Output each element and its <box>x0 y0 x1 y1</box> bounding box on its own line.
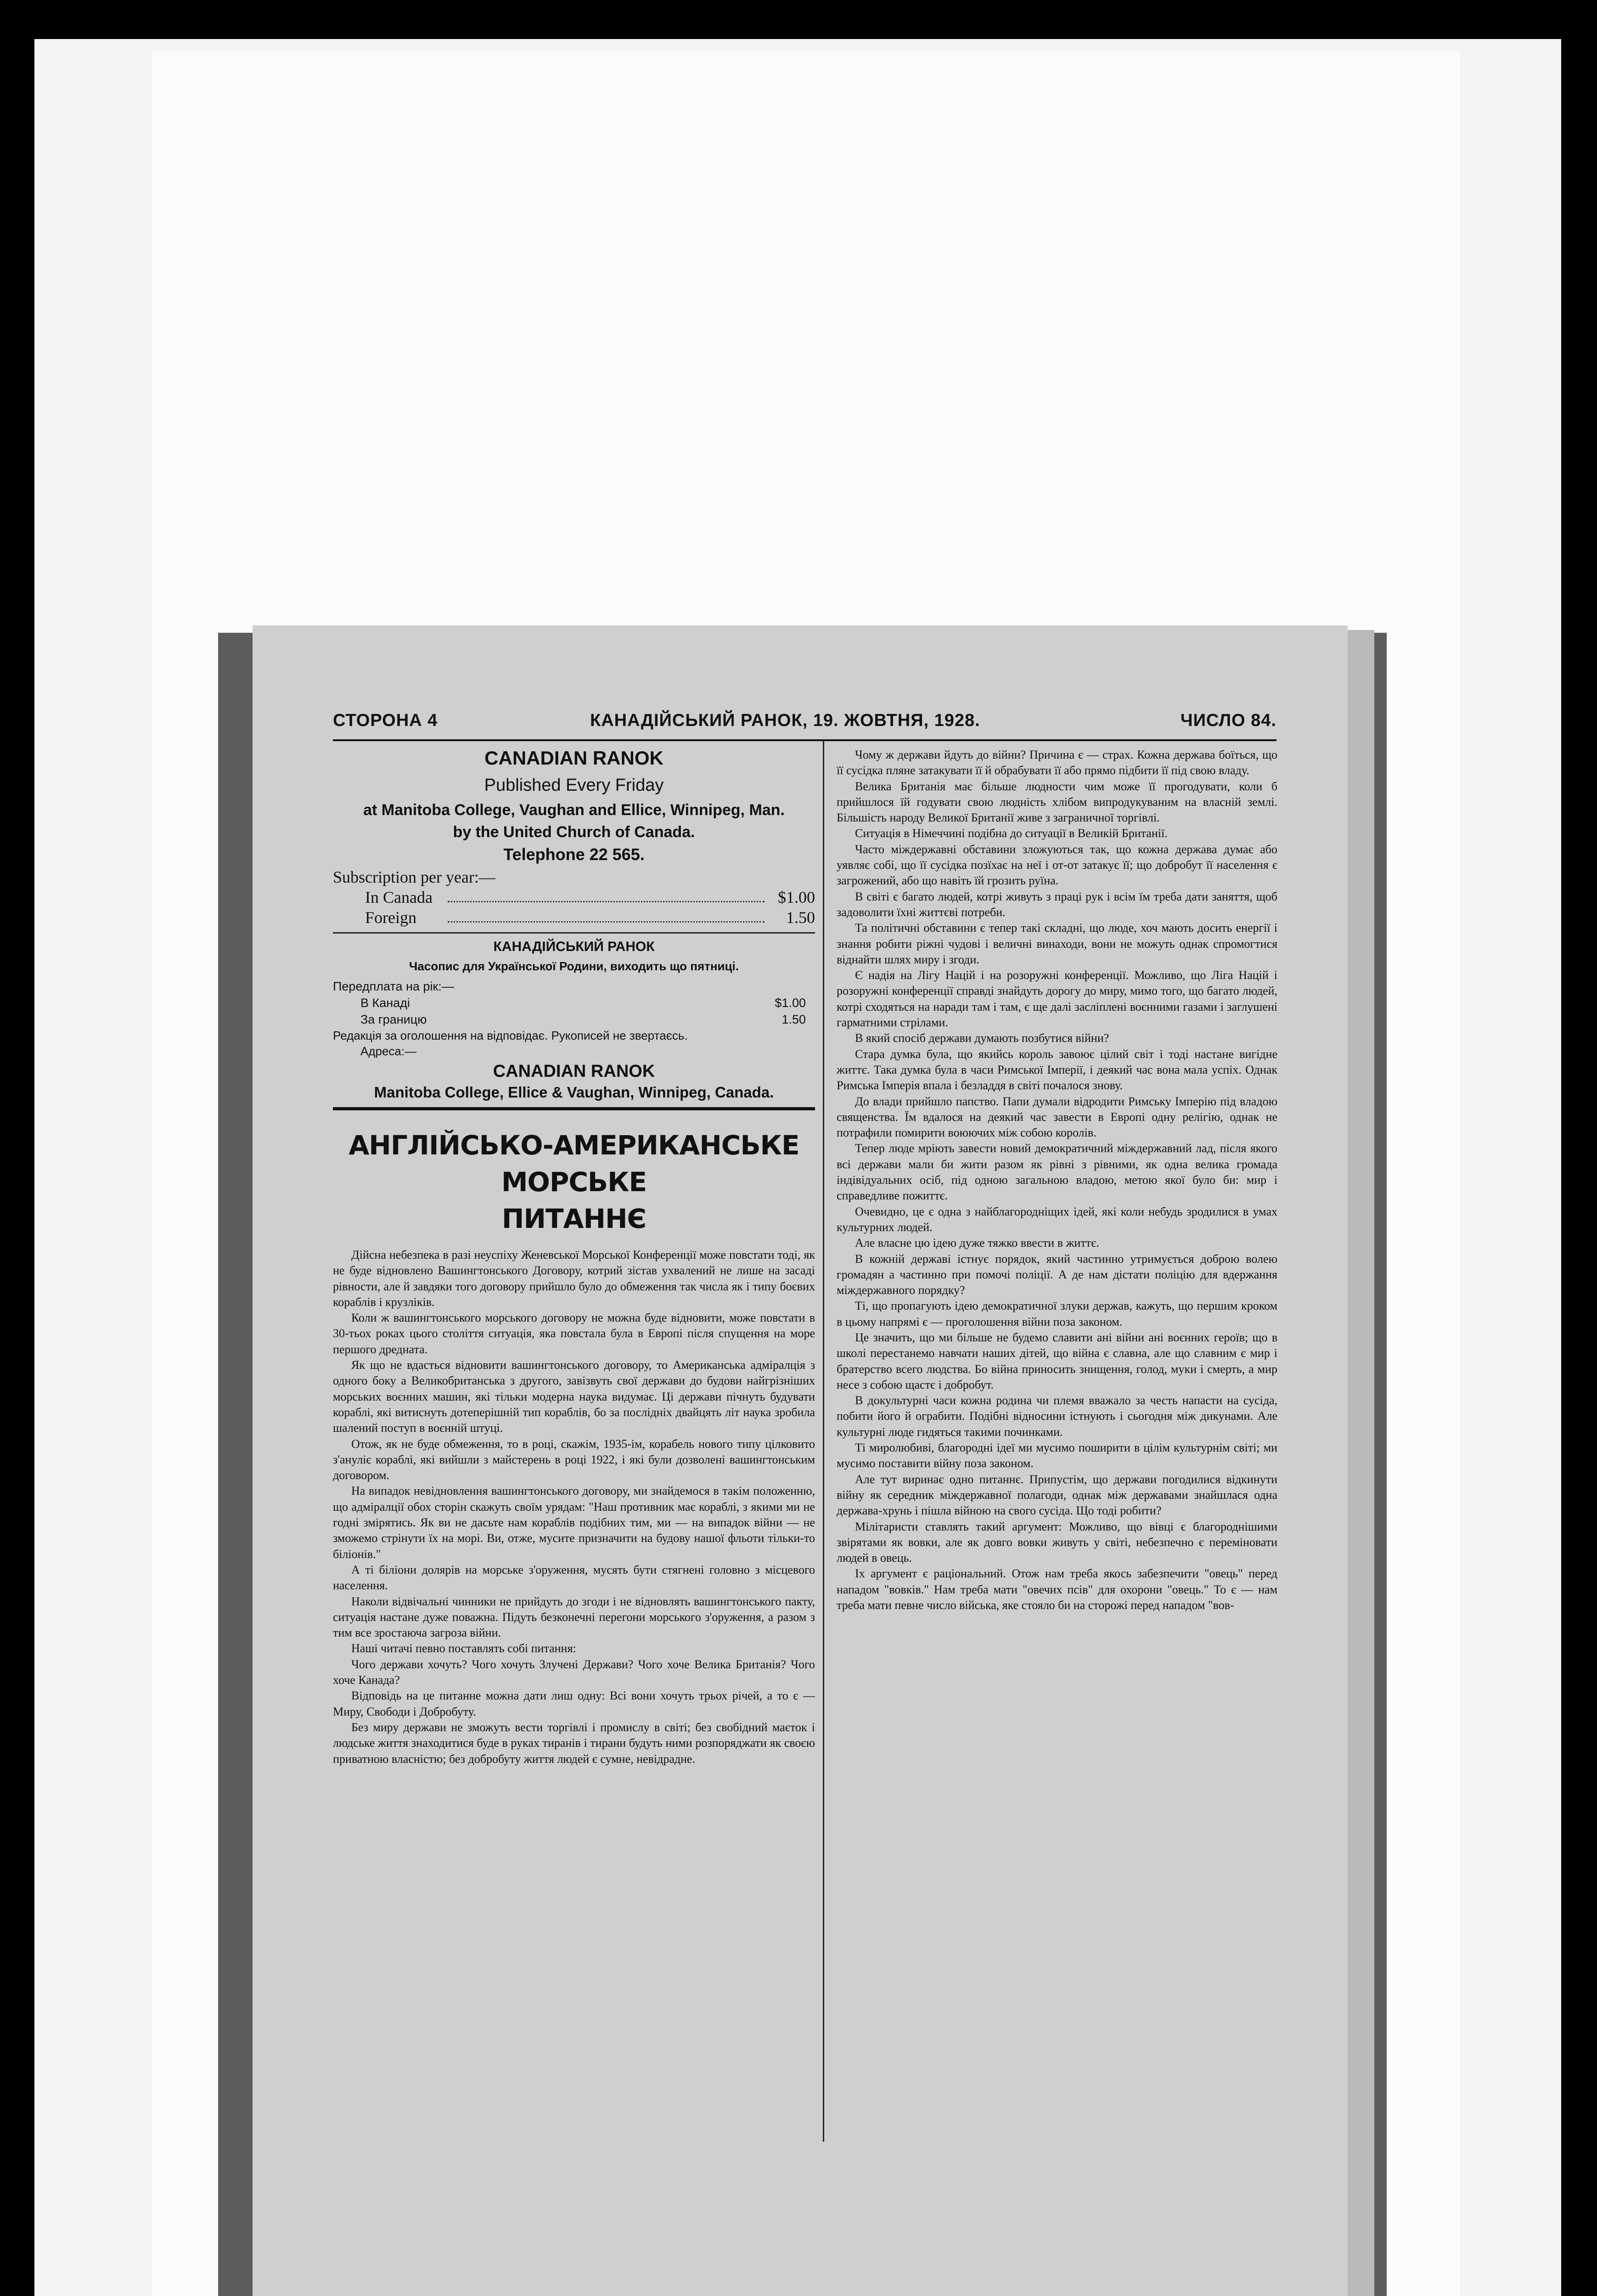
article-paragraph: Ситуація в Німеччині подібна до ситуації в Великій Британії. <box>855 827 1168 840</box>
article-paragraph: Отож, як не буде обмеження, то в році, скажім, 1935-ім, корабель нового типу цілковито з'ануліє кораблі, які вийшли з майстерень в році 1922, і які були дозволені вашингтонським договором. <box>333 1437 815 1482</box>
masthead-telephone: Telephone 22 565. <box>503 845 645 864</box>
masthead-ua-subtitle: Часопис для Української Родини, виходить що пятниці. <box>409 959 739 973</box>
article-paragraph: Стара думка була, що якийсь король завоює цілий світ і тоді настане вигідне життє. Така думка була в часи Римської Імперії, і деякий час вона мала успіх. Однак Римська Імперія впала і безладдя в світі почалося знову. <box>837 1047 1277 1092</box>
article-paragraph: Це значить, що ми більше не будемо славити ані війни ані воєнних героїв; що в школі перестанемо навчати наших дітей, що війна є славна, але що славним є мир і братерство всего людства. Бо війна приносить знищення, голод, муки і смерть, а мир несе з собою щастє і добробут. <box>837 1330 1277 1391</box>
ua-foreign-label: За границю <box>360 1013 427 1026</box>
article-paragraph: Тепер люде мріють завести новий демократичний міждержавний лад, після якого всі держави мали би жити разом як рівні з рівними, як одна велика громада індівідуальних осіб, під одною загальною владою, метою якої було би: мир і справедливе пожиттє. <box>837 1142 1277 1203</box>
article-paragraph: Коли ж вашингтонського морського договору не можна буде відновити, може повстати в 30-тьох роках цього століття ситуація, яка повстала була в Европі після спущення на море першого дредната. <box>333 1311 815 1356</box>
paper-date-line: КАНАДІЙСЬКИЙ РАНОК, 19. ЖОВТНЯ, 1928. <box>590 711 980 730</box>
article-paragraph: Ті, що пропагують ідею демократичної злуки держав, кажуть, що першим кроком в цьому напрямі є — проголошення війни поза законом. <box>837 1299 1277 1328</box>
newspaper-page <box>253 625 1348 2296</box>
article-paragraph: Але власне цю ідею дуже тяжко ввести в життє. <box>855 1236 1099 1250</box>
article-paragraph: Та політичні обставини є тепер такі складні, що люде, хоч мають досить енергії і знання робити ріжні чудові і величні винаходи, вони не можуть однак спромогтися віднайти шлях миру і згоди. <box>837 921 1277 966</box>
masthead-address-1: at Manitoba College, Vaughan and Ellice, Winnipeg, Man. <box>363 801 785 819</box>
article-paragraph: Відповідь на це питанне можна дати лиш одну: Всі вони хочуть трьох річей, а то є — Миру, Свободи і Добробуту. <box>333 1689 815 1718</box>
article-paragraph: В докультурні часи кожна родина чи племя вважало за честь напасти на сусіда, побити його й ограбити. Подібні відносини істнують і сьогодня між дикунами. Але культурні люде гидяться такими починками. <box>837 1394 1277 1439</box>
article-paragraph: Чого держави хочуть? Чого хочуть Злучені Держави? Чого хоче Велика Британія? Чого хоче Канада? <box>333 1657 815 1687</box>
article-paragraph: Без миру держави не зможуть вести торгівлі і промислу в світі; без свобідний маєток і людське життя знаходитися буде в руках тиранів і тирани будуть ними розпоряджати як своєю приватною власністю; без добробуту життя людей є сумне, невідрадне. <box>333 1720 815 1766</box>
ua-canada-label: В Канаді <box>360 996 410 1010</box>
subscription-english <box>333 867 815 928</box>
article-paragraph: А ті біліони долярів на морське з'оруження, мусять бути стягнені головно з місцевого населення. <box>333 1563 815 1593</box>
article-paragraph: Мілітаристи ставлять такий аргумент: Можливо, що вівці є благороднішими звірятами як вовки, але як довго вовки живуть у світі, небезпечно є переміновати людей в овець. <box>837 1519 1277 1565</box>
article-paragraph: Часто міждержавні обставини зложуються так, що кожна держава думає або уявляє собі, що її сусідка позїхає на неї і от-от затакує її; що добробут її населення є загрожений, або що навіть їй грозить руїна. <box>837 842 1277 888</box>
masthead-subtitle: Published Every Friday <box>484 776 664 795</box>
article-paragraph: Наші читачі певно поставлять собі питання: <box>351 1642 576 1655</box>
article-paragraph: Іх аргумент є раціональний. Отож нам треба якось забезпечити "овець" перед нападом "вовків." Нам треба мати "овечих псів" для охорони "овець." То є — нам треба мати певне число війська, яке стояло би на сторожі перед нападом "вов- <box>837 1567 1277 1612</box>
headline-line-2: ПИТАННЄ <box>501 1203 647 1234</box>
article-paragraph: До влади прийшло папство. Папи думали відродити Римську Імперію під владою священства. Їм вдалося на деякий час завести в Европі одну релігію, однак не потрафили помирити воюючих між собою королів. <box>837 1094 1277 1140</box>
ua-foreign-price: 1.50 <box>782 1013 806 1026</box>
masthead-title: CANADIAN RANOK <box>484 747 664 769</box>
headline-line-1: АНГЛІЙСЬКО-АМЕРИКАНСЬКЕ МОРСЬКЕ <box>349 1130 799 1198</box>
article-headline <box>333 1127 815 1237</box>
masthead-english <box>333 747 815 864</box>
page-edge <box>1348 630 1374 2296</box>
article-paragraph: В який спосіб держави думають позбутися війни? <box>855 1031 1109 1045</box>
article-paragraph: Дійсна небезпека в разі неуспіху Женевської Морської Конференції може повстати тоді, як не буде відновлено Вашингтонського Договору, котрий зістав ухвалений не лише на засаді рівности, але й завдяки того договору прийшло було до обмеження так числа як і типу боєвих кораблів і крузліків. <box>333 1248 815 1309</box>
column-rule <box>823 741 824 2142</box>
article-paragraph: В кожній державі істнує порядок, який частинно утримується доброю волею громадян а частинно при помочі поліції. А де нам дістати поліцію для вдержання міждержавного порядку? <box>837 1252 1277 1297</box>
masthead-bottom-rule <box>333 1107 815 1110</box>
article-body-right <box>837 747 1277 1613</box>
page-number: СТОРОНА 4 <box>333 711 438 730</box>
leader-dots <box>448 901 765 902</box>
divider-rule <box>333 932 815 934</box>
address-title: CANADIAN RANOK <box>493 1062 655 1081</box>
editorial-note: Редакція за оголошення на відповідає. Рукописей не звертаєсь. <box>333 1029 688 1042</box>
masthead-ua-title: КАНАДІЙСЬКИЙ РАНОК <box>493 939 655 954</box>
article-paragraph: Як що не вдасться відновити вашингтонського договору, то Американська адміралція з одного боку а Великобританська з другого, завізвуть свої держави до будови найгрізніших морських воєнних машин, які тільки модерна наука видумає. Ці держави пічнуть будувати кораблі, які витиснуть дотеперішній тип кораблів, бо за послідніх двайцять літ наука зробила шалений поступ в воєнній штуці. <box>333 1358 815 1435</box>
address-line: Manitoba College, Ellice & Vaughan, Winnipeg, Canada. <box>374 1084 774 1101</box>
article-paragraph: Чому ж держави йдуть до війни? Причина є — страх. Кожна держава боїться, що її сусідка пляне затакувати її й обрабувати її або прямо підбити її під свою владу. <box>837 748 1277 777</box>
right-column <box>837 747 1277 1613</box>
ua-subscription-label: Передплата на рік:— <box>333 979 454 993</box>
subscription-label: Subscription per year:— <box>333 868 495 886</box>
foreign-price: 1.50 <box>786 908 815 927</box>
left-column <box>333 747 815 1767</box>
article-body-left <box>333 1247 815 1767</box>
foreign-label: Foreign <box>365 908 416 927</box>
article-paragraph: Велика Британія має більше людности чим може її прогодувати, коли б прийшлося їй годувати свою людність хлібом випродукуваним на власній землі. Більшість народу Великої Британії живе з заграничної торгівлі. <box>837 779 1277 825</box>
article-paragraph: Наколи відвічальні чинники не прийдуть до згоди і не відновлять вашингтонського пакту, ситуація настане дуже поважна. Підуть безконечні перегони морського з'оруження, а разом з тим все зростаюча загроза війни. <box>333 1594 815 1640</box>
canada-label: In Canada <box>365 888 433 906</box>
masthead-ukrainian <box>333 939 815 1102</box>
article-paragraph: Є надія на Лігу Націй і на розоружні конференції. Можливо, що Ліга Націй і розоружні конференції справді знайдуть дорогу до миру, мимо того, що багато людей, котрі сходяться на наради там і там, є ще далі засліплені воєнними газами і заглушені гарматними стрілами. <box>837 968 1277 1030</box>
leader-dots <box>448 921 765 923</box>
article-paragraph: Ті миролюбиві, благородні ідеї ми мусимо поширити в цілім культурнім світі; ми мусимо поставити війну поза законом. <box>837 1441 1277 1470</box>
article-paragraph: Очевидно, це є одна з найблагородніщих ідей, які коли небудь зродилися в умах культурних людей. <box>837 1204 1277 1234</box>
running-head <box>333 711 1276 740</box>
article-paragraph: В світі є багато людей, котрі живуть з праці рук і всім їм треба дати заняття, щоб задоволити їхні життєві потреби. <box>837 889 1277 919</box>
masthead-address-2: by the United Church of Canada. <box>453 823 695 841</box>
header-rule <box>333 739 1276 741</box>
article-paragraph: На випадок невідновлення вашингтонського договору, ми знайдемося в такім положенню, що адміралції обох сторін скажуть своїм урядам: "Наш противник має кораблі, з якими ми не годні змірятись. Як ви не дасьте нам кораблів подібних тим, ми — на випадок війни — не зможемо стрінути їх на морі. Ви, отже, мусите призначити на будову нашої фльоти тільки-то біліонів." <box>333 1484 815 1561</box>
address-label: Адреса:— <box>360 1044 417 1058</box>
canada-price: $1.00 <box>778 888 815 906</box>
article-paragraph: Але тут виринає одно питаннє. Припустім, що держави погодилися відкинути війну як середник міждержавної полагоди, однак між державами знайшлася одна держава-хрунь і пішла війною на свого сусіда. Що тоді робити? <box>837 1472 1277 1518</box>
subscription-ukrainian <box>333 978 815 1028</box>
issue-number: ЧИСЛО 84. <box>1180 711 1276 730</box>
ua-canada-price: $1.00 <box>775 996 806 1010</box>
